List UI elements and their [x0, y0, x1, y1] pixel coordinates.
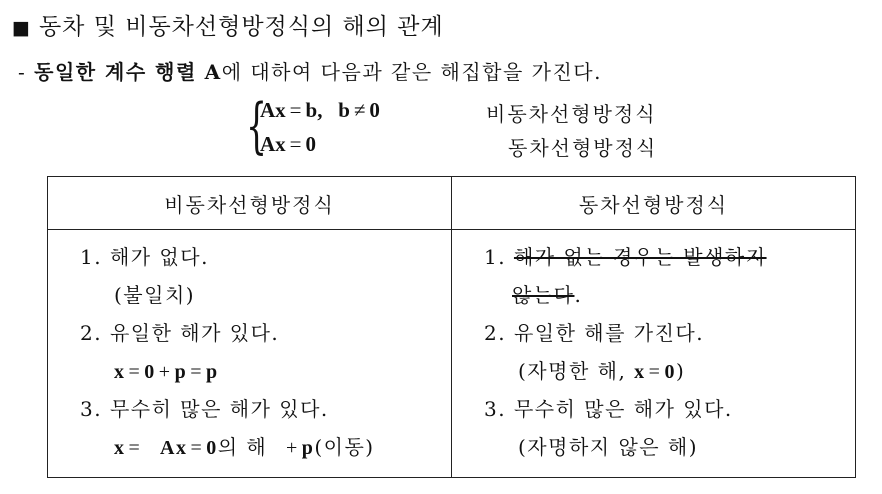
right-item-1-cont [452, 276, 855, 314]
left-item-1: 1. 해가 없다. [80, 245, 209, 269]
f3-tail: 의 해 [217, 435, 268, 459]
subtitle-matrix: A [204, 60, 222, 84]
f2-zero: 0 [144, 361, 156, 383]
eq2-label: 동차선형방정식 [508, 136, 658, 160]
left-item-3: 3. 무수히 많은 해가 있다. [80, 397, 329, 421]
right-item-2-note [452, 352, 855, 390]
f3-plus: + [285, 437, 299, 459]
comparison-table [47, 176, 856, 478]
f3-p: p [301, 437, 315, 459]
eq1-cond-rhs: 0 [369, 98, 380, 122]
f2-p: p [174, 361, 188, 383]
f3-ax: Ax [160, 437, 188, 459]
eq2-rhs: 0 [305, 132, 317, 156]
title-text: 동차 및 비동차선형방정식의 해의 관계 [38, 14, 444, 40]
f3-x: x [114, 437, 126, 459]
equation-system [246, 91, 676, 166]
eq2-lhs: Ax [260, 132, 286, 156]
subtitle-dash: - [18, 60, 27, 84]
r2-note-eq: = [648, 361, 662, 383]
subtitle-rest: 에 대하여 다음과 같은 해집합을 가진다. [221, 60, 602, 84]
f3-zero: 0 [206, 437, 218, 459]
left-item-2-formula [48, 352, 451, 390]
subtitle-bold: 동일한 계수 행렬 [34, 60, 197, 84]
f2-eq: = [128, 361, 142, 383]
r2-note-pre: (자명한 해, [518, 359, 635, 383]
table-header-row [48, 177, 856, 230]
f2-plus: + [158, 361, 172, 383]
r2-note-zero: 0 [664, 361, 676, 383]
r2-note-post: ) [675, 359, 686, 383]
right-item-1-struck-a: 해가 없는 경우는 발생하지 [513, 245, 767, 269]
f2-eq2: = [190, 361, 203, 383]
eq1-cond-lhs: b [338, 98, 350, 122]
right-item-1-struck-b: 않는다 [512, 283, 575, 307]
right-item-2: 2. 유일한 해를 가진다. [484, 321, 705, 345]
f2-x: x [114, 361, 126, 383]
eq2-equals: = [289, 132, 302, 156]
right-item-3: 3. 무수히 많은 해가 있다. [484, 397, 733, 421]
right-item-3-note: (자명하지 않은 해) [518, 435, 699, 459]
right-item-1 [452, 238, 855, 276]
left-cell [48, 230, 452, 478]
homogeneous-equation [260, 132, 316, 157]
right-cell [452, 230, 856, 478]
header-nonhomogeneous: 비동차선형방정식 [48, 177, 452, 230]
eq1-label: 비동차선형방정식 [486, 102, 657, 126]
subtitle [18, 56, 602, 85]
eq1-rhs: b, [305, 98, 323, 122]
eq1-neq: ≠ [353, 98, 366, 122]
right-item-1-period: . [574, 283, 583, 307]
eq1-lhs: Ax [260, 98, 286, 122]
f3-note: (이동) [314, 435, 375, 459]
f3-eq: = [128, 437, 142, 459]
table-row [48, 230, 856, 478]
left-item-1-note: (불일치) [114, 283, 196, 307]
nonhomogeneous-equation [260, 98, 380, 123]
f3-eq2: = [190, 437, 204, 459]
left-brace-icon: { [246, 91, 268, 161]
header-homogeneous: 동차선형방정식 [452, 177, 856, 230]
right-item-1-num: 1. [484, 245, 507, 269]
page-title [12, 8, 444, 41]
left-item-3-formula [48, 428, 451, 466]
r2-note-x: x [634, 361, 646, 383]
f2-p2: p [205, 361, 219, 383]
eq1-equals: = [289, 98, 302, 122]
left-item-2: 2. 유일한 해가 있다. [80, 321, 280, 345]
square-bullet-icon: ■ [12, 17, 31, 39]
